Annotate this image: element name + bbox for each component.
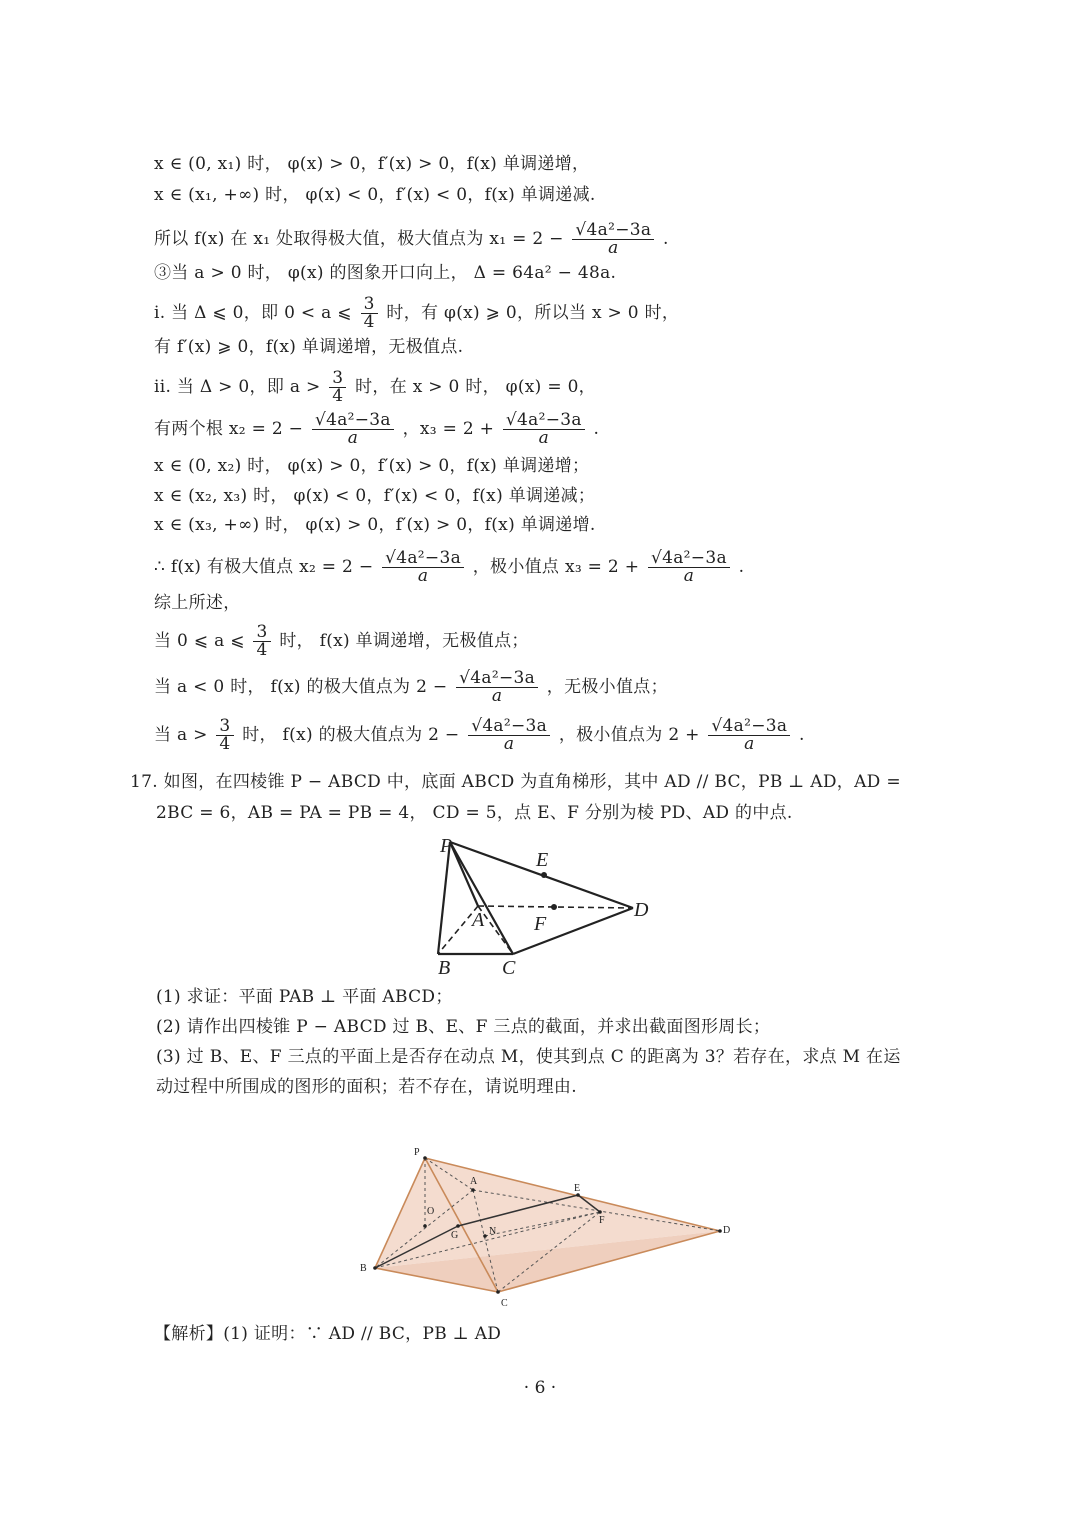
fraction-three-quarters [361,296,378,331]
point-D [718,1229,722,1233]
text-segment: 时，有 φ(x) ⩾ 0，所以当 x > 0 时， [386,303,680,323]
fraction-denominator: a [503,734,515,754]
solution-line-12 [154,550,744,585]
label-E: E [574,1183,581,1194]
solution-line-14 [154,624,529,659]
point-G [456,1224,460,1228]
fraction-numerator: √4a²−3a [648,550,730,568]
text-segment: ，x₃ = 2 + [402,419,495,439]
fraction-denominator: a [417,566,429,586]
solution-line-15 [154,670,668,705]
label-A: A [472,909,485,931]
fraction-three-quarters [253,624,270,659]
text-segment: ，极小值点为 2 + [558,725,700,745]
section-figure [350,1140,750,1320]
solution-line-16 [154,718,805,753]
fraction-root [456,670,538,705]
text-segment: . [593,419,600,439]
text-segment: 所以 f(x) 在 x₁ 处取得极大值，极大值点为 x₁ = 2 − [154,229,564,249]
label-D: D [723,1225,731,1236]
question-1: (1) 求证：平面 PAB ⊥ 平面 ABCD； [156,987,453,1007]
page-number: · 6 · [523,1378,557,1398]
point-B [373,1266,377,1270]
fraction-numerator: √4a²−3a [503,412,585,430]
solution-line-4: ③当 a > 0 时， φ(x) 的图象开口向上， Δ = 64a² − 48a. [154,263,617,283]
label-A: A [470,1176,478,1187]
fraction-denominator: a [608,238,619,258]
text-segment: 当 0 ⩽ a ⩽ [154,631,245,651]
text-segment: . [799,725,805,745]
edge-PB [438,842,450,954]
solution-line-11: x ∈ (x₃, +∞) 时， φ(x) > 0，f′(x) > 0，f(x) 单调递增. [154,515,596,535]
fraction-numerator: √4a²−3a [572,222,654,240]
text-segment: i. 当 Δ ⩽ 0，即 0 < a ⩽ [154,303,352,323]
text-segment: 时，在 x > 0 时， φ(x) = 0， [355,377,596,397]
fraction-denominator: a [491,686,503,706]
solution-line-3 [154,222,669,257]
point-N [483,1234,487,1238]
text-segment: 时， f(x) 单调递增，无极值点； [279,631,529,651]
fraction-root [708,718,790,753]
label-O: O [427,1206,435,1217]
fraction-numerator: √4a²−3a [456,670,538,688]
label-P: P [440,835,453,857]
solution-line-7 [154,370,596,405]
label-B: B [360,1263,367,1274]
pyramid-figure [420,828,670,978]
fraction-three-quarters [329,370,346,405]
label-F: F [534,913,547,935]
fraction-numerator: √4a²−3a [708,718,790,736]
point-F [551,904,557,910]
label-F: F [599,1215,605,1226]
text-segment: ii. 当 Δ > 0，即 a > [154,377,321,397]
label-B: B [438,957,451,978]
fraction-root [648,550,730,585]
point-E [541,872,547,878]
solution-line-9: x ∈ (0, x₂) 时， φ(x) > 0，f′(x) > 0，f(x) 单调递增； [154,456,590,476]
fraction-denominator: a [347,428,359,448]
point-F [598,1210,602,1214]
fraction-numerator: √4a²−3a [382,550,464,568]
solution-line-1: x ∈ (0, x₁) 时， φ(x) > 0，f′(x) > 0，f(x) 单调递增， [154,154,590,174]
fraction-denominator: a [683,566,695,586]
text-segment: ∴ f(x) 有极大值点 x₂ = 2 − [154,557,374,577]
fraction-numerator: 3 [216,718,233,736]
label-D: D [634,899,649,921]
fraction-root [312,412,394,447]
question-3-line-1: (3) 过 B、E、F 三点的平面上是否存在动点 M，使其到点 C 的距离为 3？若存在，求点 M 在运 [156,1047,901,1067]
label-C: C [502,957,516,978]
solution-line-10: x ∈ (x₂, x₃) 时， φ(x) < 0，f′(x) < 0，f(x) 单调递减； [154,486,596,506]
analysis-line: 【解析】(1) 证明：∵ AD // BC，PB ⊥ AD [154,1324,502,1344]
fraction-three-quarters [216,718,233,753]
fraction-numerator: √4a²−3a [468,718,550,736]
text-segment: 有两个根 x₂ = 2 − [154,419,304,439]
point-O [423,1224,427,1228]
label-C: C [501,1298,508,1309]
text-segment: . [738,557,745,577]
fraction-denominator: a [538,428,550,448]
fraction-denominator: a [744,734,755,754]
text-segment: 当 a < 0 时， f(x) 的极大值点为 2 − [154,677,448,697]
fraction-numerator: 3 [361,296,378,314]
text-segment: ，无极小值点； [546,677,668,697]
label-G: G [451,1230,459,1241]
text-segment: 时， f(x) 的极大值点为 2 − [242,725,460,745]
fraction-numerator: 3 [253,624,270,642]
fraction-root [468,718,550,753]
fraction-numerator: √4a²−3a [312,412,394,430]
solution-line-2: x ∈ (x₁, +∞) 时， φ(x) < 0，f′(x) < 0，f(x) 单调递减. [154,185,596,205]
question-3-line-2: 动过程中所围成的图形的面积；若不存在，请说明理由. [156,1077,577,1097]
fraction-denominator: 4 [219,734,231,754]
text-segment: . [663,229,669,249]
point-P [423,1156,427,1160]
text-segment: ，极小值点 x₃ = 2 + [472,557,640,577]
label-P: P [414,1147,420,1158]
fraction-denominator: 4 [332,386,344,406]
fraction-root [572,222,654,257]
question-2: (2) 请作出四棱锥 P − ABCD 过 B、E、F 三点的截面，并求出截面图形周长； [156,1017,771,1037]
fraction-denominator: 4 [256,640,268,660]
fraction-root [382,550,464,585]
text-segment: 当 a > [154,725,208,745]
point-A [471,1188,475,1192]
fraction-denominator: 4 [363,312,375,332]
solution-line-5 [154,296,679,331]
fraction-root [503,412,585,447]
label-E: E [536,849,549,871]
label-N: N [489,1226,497,1237]
point-C [496,1290,500,1294]
solution-line-8 [154,412,599,447]
problem17-line-1: 17. 如图，在四棱锥 P − ABCD 中，底面 ABCD 为直角梯形，其中 AD // BC，PB ⊥ AD，AD = [130,772,901,792]
edge-PC [450,842,513,954]
solution-line-13: 综上所述， [154,593,241,613]
problem17-line-2: 2BC = 6，AB = PA = PB = 4， CD = 5，点 E、F 分别为棱 PD、AD 的中点. [156,803,793,823]
edge-CD [513,908,633,954]
solution-line-6: 有 f′(x) ⩾ 0，f(x) 单调递增，无极值点. [154,337,464,357]
fraction-numerator: 3 [329,370,346,388]
